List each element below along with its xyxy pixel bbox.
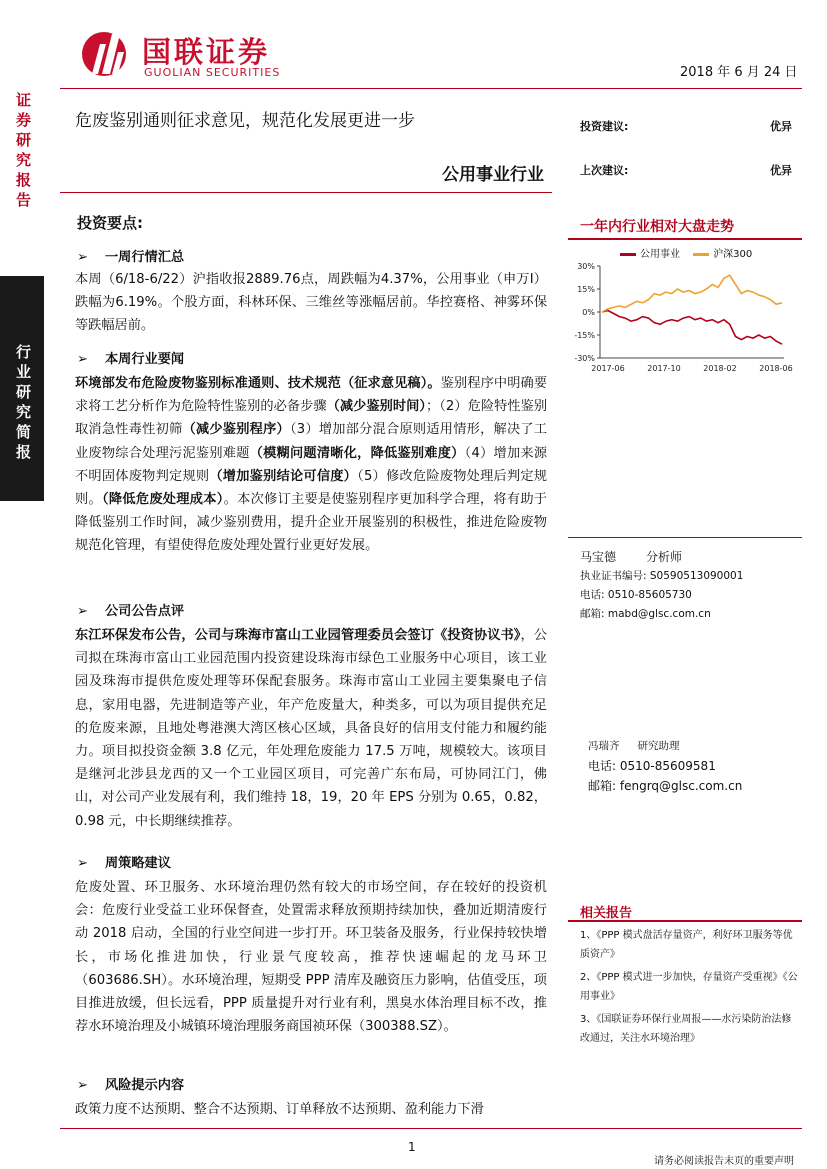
section3-heading (77, 600, 184, 619)
chart-heading: 一年内行业相对大盘走势 (580, 219, 734, 235)
analyst-1-title: 分析师 (646, 550, 683, 564)
section1-title: 一周行情汇总 (105, 250, 185, 265)
logo-icon (78, 24, 134, 80)
related-report-1[interactable]: 1、《PPP 模式盘活存量资产，利好环卫服务等优质资产》 (580, 930, 793, 960)
section5-title: 风险提示内容 (105, 1078, 185, 1093)
footer-divider (60, 1128, 802, 1129)
analyst-2 (588, 736, 806, 796)
arrow-icon: ➢ (77, 856, 89, 871)
analyst-1-email[interactable]: mabd@glsc.com.cn (607, 608, 711, 620)
section2-text4: （4）增加来源不明固体废物判定规则 (75, 445, 548, 484)
section2-lead: 环境部发布危险废物鉴别标准通则、技术规范（征求意见稿）。 (75, 376, 441, 391)
section3-title: 公司公告点评 (105, 604, 185, 619)
arrow-icon: ➢ (77, 352, 89, 367)
section2-text6: 。本次修订主要是使鉴别程序更加科学合理，将有助于降低鉴别工作时间，减少鉴别费用，提升企业开展鉴别的积极性，推进危险废物规范化管理，有望使得危废处理处置行业更好发展。 (75, 492, 547, 554)
y-tick-label: -15% (574, 331, 595, 340)
section2-text (75, 372, 547, 558)
analyst-2-phone-label: 电话: (588, 759, 617, 773)
rating-previous-value: 优异 (770, 164, 792, 177)
brand-name-cn: 国联证券 (142, 35, 271, 69)
legend-label-utilities: 公用事业 (640, 249, 680, 260)
x-tick-label: 2018-02 (703, 364, 737, 373)
section2-text5: （5）修改危险废物处理后判定规则。 (75, 468, 547, 508)
y-tick-label: 0% (582, 308, 595, 317)
rating-previous-label: 上次建议: (580, 164, 629, 177)
analyst-divider (568, 537, 802, 538)
section2-heading (77, 348, 184, 367)
section2-bold2: （减少鉴别时间） (326, 399, 427, 415)
y-tick-label: 15% (577, 285, 595, 294)
legend-swatch-hs300 (693, 253, 709, 256)
analyst-2-title: 研究助理 (637, 740, 680, 752)
x-tick-label: 2018-06 (759, 364, 793, 373)
analyst-1-email-label: 邮箱: (580, 608, 605, 620)
section3-body: ，公司拟在珠海市富山工业园范围内投资建设珠海市绿色工业服务中心项目，该工业园及珠海市提供危废处理等环保配套服务。珠海市富山工业园主要集聚电子信息，家用电器，先进制造等产业，年产危废量大，种类多，可以为项目提供充足的危废来源，且地处粤港澳大湾区核心区域，具备良好的信用支付能力和履约能力。项目拟投资金额 3.8 亿元，年处理危废能力 17.5 万吨，规模较大。该项目是继河北涉县龙西的又一个工业园区项目，可完善广东布局，可协同江门，佛山，对公司产业发展有利，我们维持 18，19，20 年 EPS 分别为 0.65，0.82，0.98 元，中长期继续推荐。 (75, 628, 548, 829)
analyst-1-cert-label: 执业证书编号: (580, 570, 647, 582)
section4-title: 周策略建议 (105, 856, 171, 871)
key-points-heading: 投资要点: (77, 214, 143, 232)
page-number: 1 (408, 1140, 416, 1154)
section2-bold3: （减少鉴别程序） (182, 422, 290, 438)
sidebar-top-label: 证券研究报告 (16, 91, 32, 209)
section3-lead: 东江环保发布公告，公司与珠海市富山工业园管理委员会签订《投资协议书》 (75, 628, 521, 643)
section2-bold5: （增加鉴别结论可信度） (209, 468, 358, 484)
footer-disclaimer: 请务必阅读报告末页的重要声明 (654, 1156, 794, 1167)
x-tick-label: 2017-06 (591, 364, 625, 373)
analyst-1 (580, 548, 798, 624)
section2-text3: （3）增加部分混合原则适用情形，解决了工业废物综合处理污泥鉴别难题 (75, 422, 548, 461)
report-date: 2018 年 6 月 24 日 (680, 65, 798, 80)
chart-heading-rule (568, 238, 802, 240)
rating-current-label: 投资建议: (580, 120, 629, 133)
title-divider (60, 192, 552, 193)
industry-label: 公用事业行业 (442, 165, 544, 185)
section5-heading (77, 1074, 184, 1093)
legend-swatch-utilities (620, 253, 636, 256)
analyst-2-phone: 0510-85609581 (619, 759, 716, 773)
analyst-2-email[interactable]: fengrq@glsc.com.cn (619, 779, 743, 793)
section4-heading (77, 852, 171, 871)
arrow-icon: ➢ (77, 604, 89, 619)
analyst-1-phone: 0510-85605730 (607, 589, 692, 601)
sidebar-bottom (0, 276, 44, 501)
sidebar-bottom-label: 行业研究简报 (16, 343, 32, 461)
section4-text: 危废处置、环卫服务、水环境治理仍然有较大的市场空间，存在较好的投资机会：危废行业受益工业环保督查，处置需求释放预期持续加快，叠加近期清废行动 2018 启动，全国的行业空间进一步打开。环卫装备及服务，行业保持较快增长，市场化推进加快，行业景气度较高，推荐快速崛起的龙马环卫（603686.SH）。水环境治理，短期受 PPP 清库及融资压力影响，估值受压，项目推进放缓，但长远看，PPP 质量提升对行业有利，黑臭水体治理目标不改，推荐水环境治理及小城镇环境治理服务商国祯环保（300388.SZ）。 (75, 880, 547, 1035)
sidebar-top (0, 68, 44, 268)
related-list (580, 926, 798, 1048)
series-line-utilities (602, 311, 782, 345)
related-heading: 相关报告 (580, 906, 633, 921)
brand-name-en: GUOLIAN SECURITIES (144, 66, 281, 79)
related-report-3[interactable]: 3、《国联证券环保行业周报——水污染防治法修改通过，关注水环境治理》 (580, 1014, 792, 1044)
trend-chart (566, 258, 806, 378)
related-report-2[interactable]: 2、《PPP 模式进一步加快，存量资产受重视》《公用事业》 (580, 972, 798, 1002)
section5-text: 政策力度不达预期、整合不达预期、订单释放不达预期、盈利能力下滑 (75, 1102, 484, 1117)
analyst-1-name: 马宝德 (580, 550, 617, 564)
analyst-2-email-label: 邮箱: (588, 779, 617, 793)
x-tick-label: 2017-10 (647, 364, 681, 373)
rating-current-value: 优异 (770, 120, 792, 133)
arrow-icon: ➢ (77, 1078, 89, 1093)
y-tick-label: 30% (577, 262, 595, 271)
related-heading-rule (568, 920, 802, 922)
analyst-1-cert: S0590513090001 (649, 570, 744, 582)
logo (78, 24, 308, 80)
analyst-1-phone-label: 电话: (580, 589, 605, 601)
section3-text (75, 624, 547, 833)
analyst-2-name: 冯瑞齐 (588, 740, 620, 752)
y-tick-label: -30% (574, 354, 595, 363)
section2-text1: 鉴别程序中明确要求将工艺分析作为危险特性鉴别的必备步骤 (75, 376, 548, 415)
section2-bold4: （模糊问题清晰化，降低鉴别难度） (249, 445, 465, 461)
section2-bold6: （降低危废处理成本） (101, 492, 224, 508)
section1-heading (77, 246, 184, 265)
section2-text2: ；（2）危险特性鉴别取消急性毒性初筛 (75, 399, 548, 438)
section2-title: 本周行业要闻 (105, 352, 185, 367)
series-line-hs300 (602, 275, 782, 312)
report-title: 危废鉴别通则征求意见，规范化发展更进一步 (75, 111, 415, 131)
header-divider (60, 88, 802, 89)
section1-text: 本周（6/18-6/22）沪指收报2889.76点，周跌幅为4.37%，公用事业（申万Ⅰ）跌幅为6.19%。个股方面，科林环保、三维丝等涨幅居前。华控赛格、神雾环保等跌幅居前。 (75, 272, 547, 334)
legend-label-hs300: 沪深300 (713, 249, 753, 260)
arrow-icon: ➢ (77, 250, 89, 265)
